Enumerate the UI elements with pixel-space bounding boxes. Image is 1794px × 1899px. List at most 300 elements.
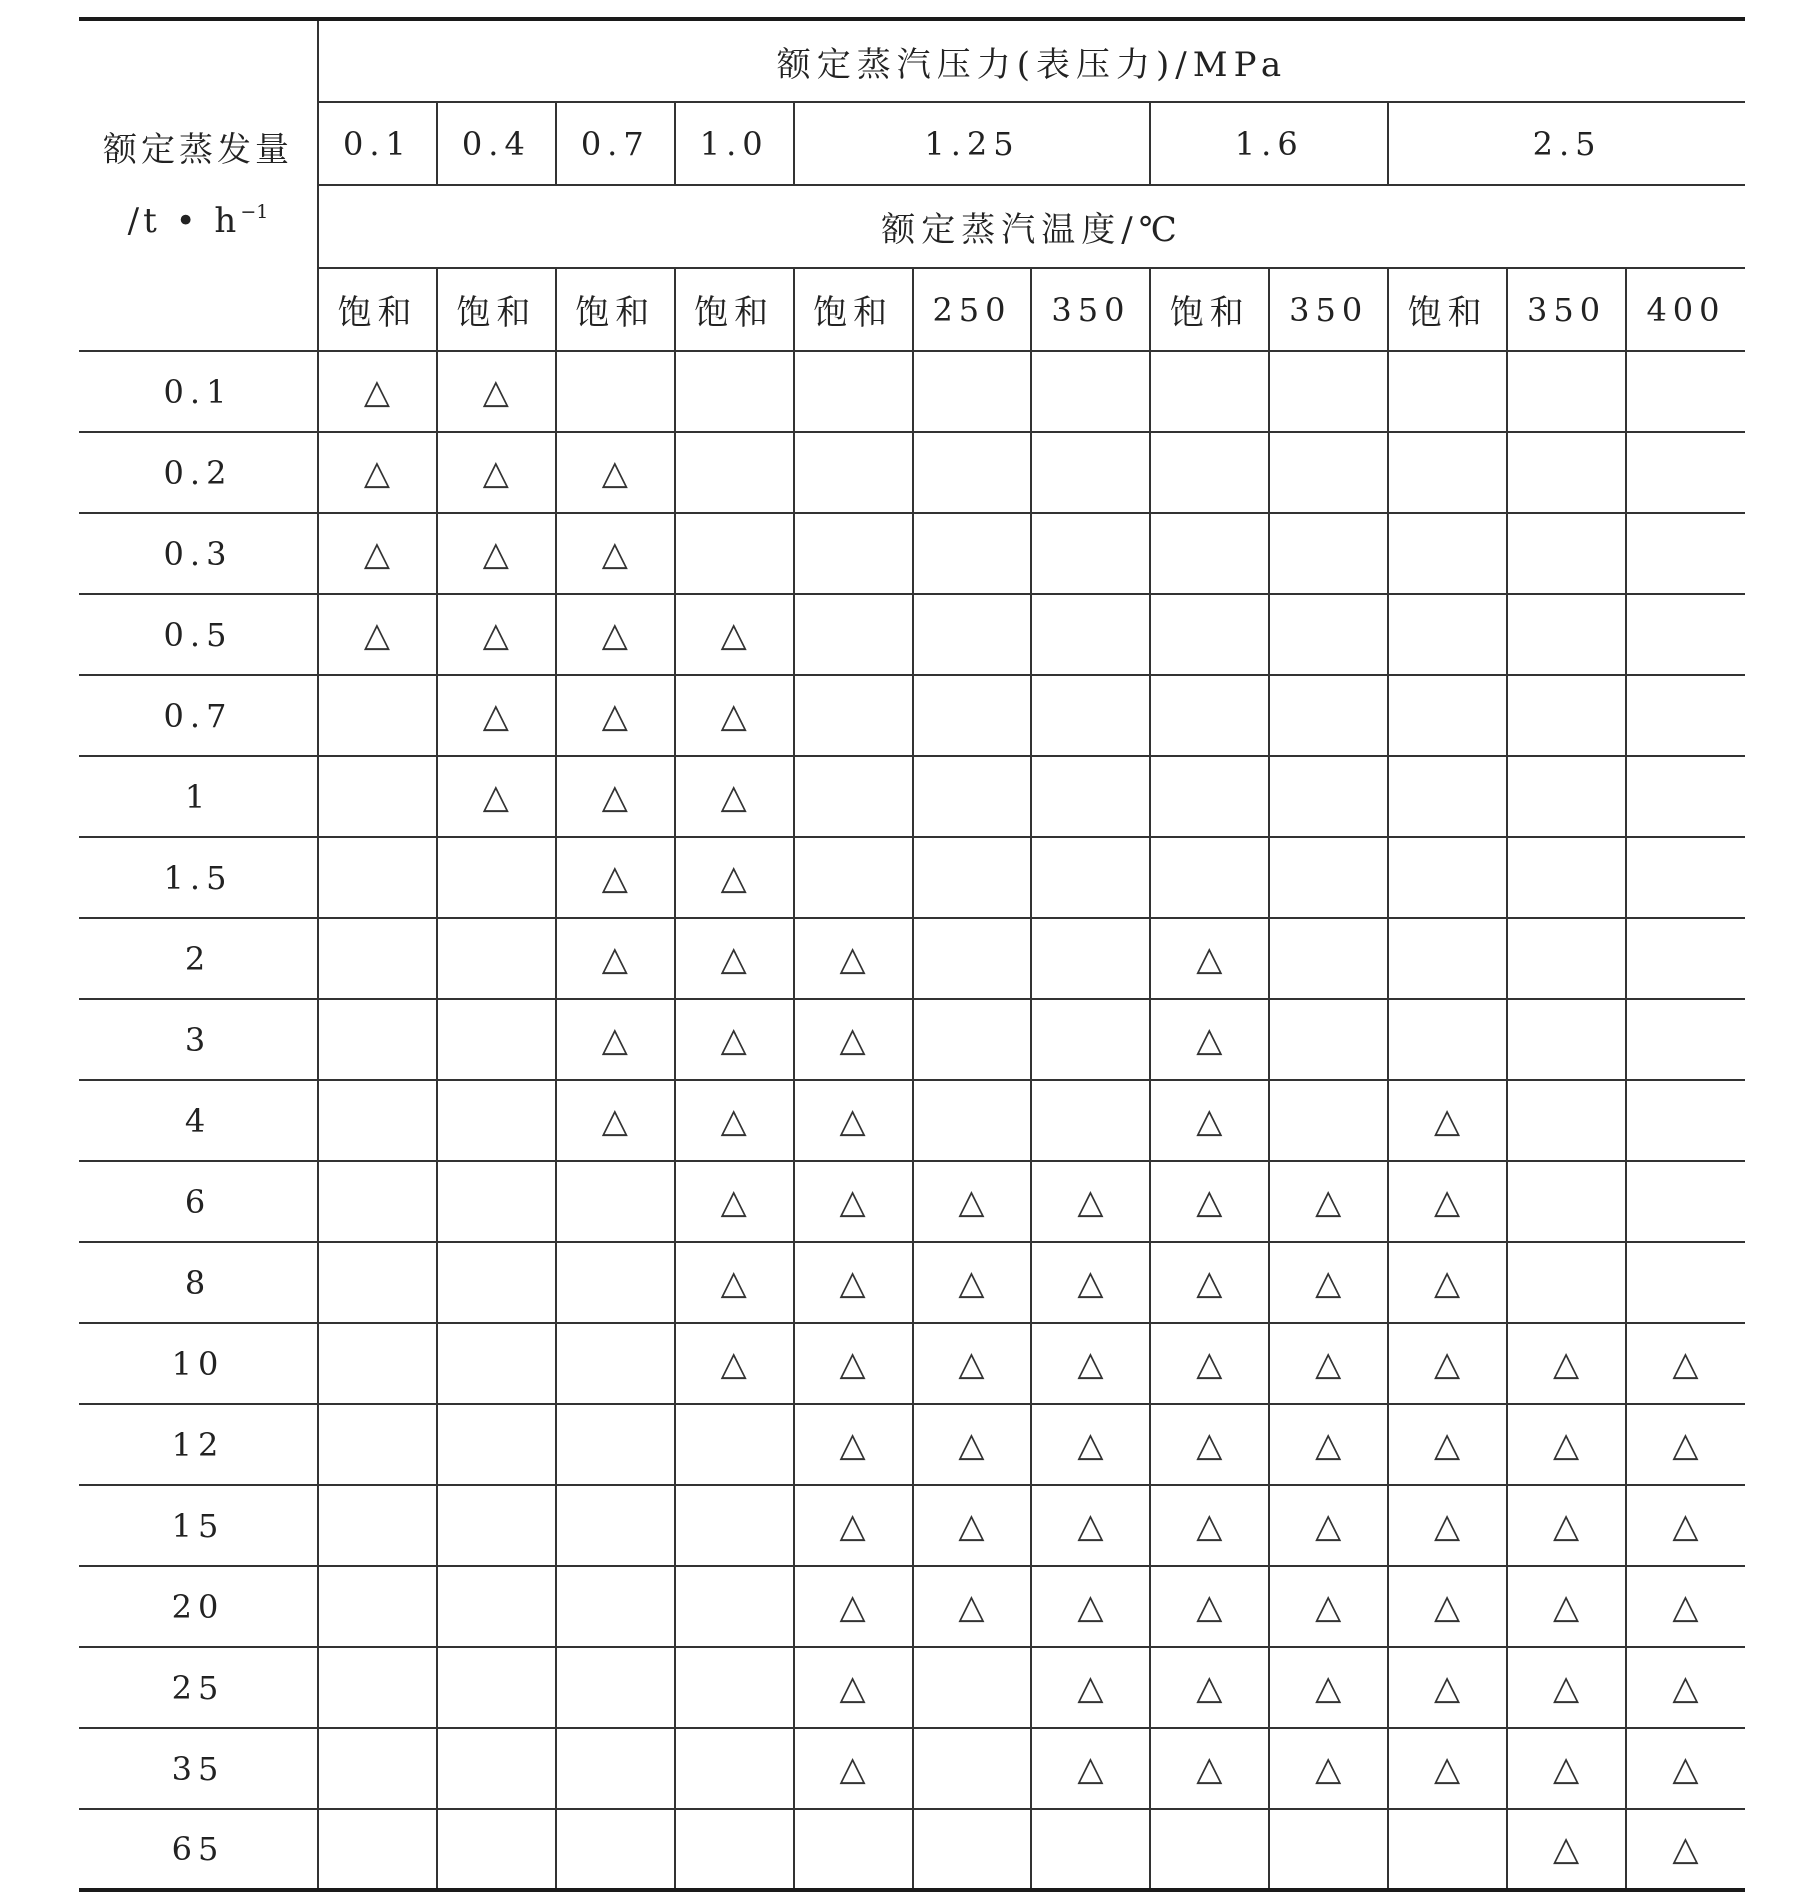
data-cell bbox=[437, 837, 556, 918]
data-cell bbox=[1507, 1242, 1626, 1323]
data-cell bbox=[318, 351, 437, 432]
data-cell bbox=[437, 1242, 556, 1323]
triangle-mark-icon: △ bbox=[1196, 1262, 1224, 1303]
data-cell bbox=[437, 756, 556, 837]
capacity-cell: 2 bbox=[79, 918, 318, 999]
data-cell bbox=[437, 1080, 556, 1161]
data-cell bbox=[675, 918, 794, 999]
data-cell bbox=[794, 837, 913, 918]
data-cell bbox=[1507, 1809, 1626, 1890]
capacity-cell: 65 bbox=[171, 1830, 225, 1868]
temperature-value-cell: 250 bbox=[913, 268, 1032, 351]
capacity-cell: 0.7 bbox=[79, 675, 318, 756]
data-cell bbox=[556, 675, 675, 756]
data-cell bbox=[675, 756, 794, 837]
data-cell bbox=[1626, 351, 1745, 432]
data-cell bbox=[913, 1809, 1032, 1890]
triangle-mark-icon: △ bbox=[601, 857, 629, 898]
triangle-mark-icon: △ bbox=[1196, 1748, 1224, 1789]
capacity-unit-superscript: −1 bbox=[240, 201, 269, 223]
data-cell bbox=[437, 1809, 556, 1890]
capacity-cell: 1.5 bbox=[79, 837, 318, 918]
triangle-mark-icon: △ bbox=[1196, 1667, 1224, 1708]
boiler-parameter-table-container bbox=[79, 17, 1745, 1892]
triangle-mark-icon: △ bbox=[958, 1586, 986, 1627]
triangle-mark-icon: △ bbox=[1196, 1019, 1224, 1060]
data-cell bbox=[794, 1323, 913, 1404]
pressure-value-cell: 1.0 bbox=[675, 102, 794, 185]
data-cell bbox=[794, 1809, 913, 1890]
pressure-value-cell: 1.25 bbox=[794, 102, 1151, 185]
data-cell bbox=[1031, 1161, 1150, 1242]
data-cell bbox=[437, 513, 556, 594]
data-cell bbox=[1507, 1080, 1626, 1161]
data-cell bbox=[913, 675, 1032, 756]
data-cell bbox=[318, 513, 437, 594]
data-cell bbox=[913, 513, 1032, 594]
data-cell bbox=[1031, 351, 1150, 432]
triangle-mark-icon: △ bbox=[1315, 1262, 1343, 1303]
data-cell bbox=[318, 837, 437, 918]
table-row bbox=[79, 594, 1745, 675]
data-cell bbox=[556, 513, 675, 594]
data-cell bbox=[1507, 594, 1626, 675]
data-cell bbox=[1150, 1647, 1269, 1728]
data-cell bbox=[556, 1080, 675, 1161]
data-cell bbox=[1626, 513, 1745, 594]
triangle-mark-icon: △ bbox=[482, 614, 510, 655]
table-row bbox=[79, 1485, 1745, 1566]
data-cell bbox=[556, 1161, 675, 1242]
data-cell bbox=[1150, 1080, 1269, 1161]
data-cell bbox=[1150, 1242, 1269, 1323]
data-cell bbox=[675, 1728, 794, 1809]
data-cell bbox=[1507, 756, 1626, 837]
capacity-cell: 10 bbox=[79, 1323, 318, 1404]
triangle-mark-icon: △ bbox=[1672, 1667, 1700, 1708]
triangle-mark-icon: △ bbox=[1077, 1262, 1105, 1303]
data-cell bbox=[1031, 1323, 1150, 1404]
data-cell bbox=[1269, 1323, 1388, 1404]
data-cell bbox=[1150, 1809, 1269, 1890]
capacity-label: 额定蒸发量 bbox=[103, 130, 293, 170]
data-cell bbox=[318, 1242, 437, 1323]
data-cell bbox=[794, 1161, 913, 1242]
data-cell bbox=[675, 594, 794, 675]
data-cell bbox=[675, 1809, 794, 1890]
table-row bbox=[79, 432, 1745, 513]
data-cell bbox=[1388, 1566, 1507, 1647]
data-cell bbox=[1031, 1485, 1150, 1566]
data-cell bbox=[1031, 756, 1150, 837]
data-cell bbox=[1150, 351, 1269, 432]
data-cell bbox=[1388, 999, 1507, 1080]
data-cell bbox=[556, 1647, 675, 1728]
data-cell bbox=[318, 1485, 437, 1566]
data-cell bbox=[1031, 1809, 1150, 1890]
temperature-value-cell: 饱和 bbox=[675, 268, 794, 351]
pressure-value-cell: 0.4 bbox=[437, 102, 556, 185]
data-cell bbox=[1269, 837, 1388, 918]
data-cell bbox=[1626, 1080, 1745, 1161]
data-cell bbox=[1150, 1161, 1269, 1242]
triangle-mark-icon: △ bbox=[1315, 1424, 1343, 1465]
data-cell bbox=[913, 837, 1032, 918]
data-cell bbox=[1388, 1242, 1507, 1323]
data-cell bbox=[1150, 432, 1269, 513]
data-cell bbox=[1507, 513, 1626, 594]
data-cell bbox=[1626, 1404, 1745, 1485]
data-cell bbox=[556, 594, 675, 675]
triangle-mark-icon: △ bbox=[1434, 1667, 1462, 1708]
triangle-mark-icon: △ bbox=[363, 614, 392, 655]
data-cell bbox=[1031, 1080, 1150, 1161]
triangle-mark-icon: △ bbox=[1196, 1181, 1224, 1222]
temperature-value-cell: 饱和 bbox=[556, 268, 675, 351]
data-cell bbox=[794, 594, 913, 675]
capacity-cell: 0.3 bbox=[79, 513, 318, 594]
triangle-mark-icon: △ bbox=[720, 1262, 748, 1303]
data-cell bbox=[556, 1566, 675, 1647]
data-cell bbox=[1388, 1161, 1507, 1242]
data-cell bbox=[1507, 999, 1626, 1080]
table-row bbox=[79, 351, 1745, 432]
table-row bbox=[79, 1404, 1745, 1485]
data-cell bbox=[1150, 1323, 1269, 1404]
triangle-mark-icon: △ bbox=[839, 1100, 867, 1141]
data-cell bbox=[1031, 918, 1150, 999]
triangle-mark-icon: △ bbox=[720, 776, 748, 817]
data-cell bbox=[675, 351, 794, 432]
data-cell bbox=[1150, 1566, 1269, 1647]
data-cell bbox=[1507, 432, 1626, 513]
data-cell bbox=[1031, 999, 1150, 1080]
data-cell bbox=[318, 1161, 437, 1242]
triangle-mark-icon: △ bbox=[720, 857, 748, 898]
data-cell bbox=[913, 1728, 1032, 1809]
triangle-mark-icon: △ bbox=[1434, 1181, 1462, 1222]
data-cell bbox=[1269, 432, 1388, 513]
triangle-mark-icon: △ bbox=[1315, 1181, 1343, 1222]
data-cell bbox=[1150, 594, 1269, 675]
data-cell bbox=[1626, 594, 1745, 675]
data-cell bbox=[1626, 1566, 1745, 1647]
data-cell bbox=[1388, 918, 1507, 999]
triangle-mark-icon: △ bbox=[1196, 1424, 1224, 1465]
data-cell bbox=[437, 1485, 556, 1566]
data-cell bbox=[556, 432, 675, 513]
data-cell bbox=[913, 918, 1032, 999]
data-cell bbox=[1507, 1728, 1626, 1809]
corner-header-cell bbox=[79, 19, 318, 351]
data-cell bbox=[1626, 1647, 1745, 1728]
data-cell bbox=[1507, 675, 1626, 756]
data-cell bbox=[437, 999, 556, 1080]
triangle-mark-icon: △ bbox=[720, 695, 748, 736]
data-cell bbox=[1031, 513, 1150, 594]
data-cell bbox=[1388, 1323, 1507, 1404]
data-cell bbox=[1031, 675, 1150, 756]
data-cell bbox=[794, 1242, 913, 1323]
data-cell bbox=[913, 999, 1032, 1080]
triangle-mark-icon: △ bbox=[1552, 1748, 1581, 1789]
data-cell bbox=[318, 756, 437, 837]
data-cell bbox=[318, 918, 437, 999]
data-cell bbox=[556, 1728, 675, 1809]
data-cell bbox=[1150, 1485, 1269, 1566]
triangle-mark-icon: △ bbox=[363, 452, 392, 493]
triangle-mark-icon: △ bbox=[1672, 1343, 1700, 1384]
triangle-mark-icon: △ bbox=[839, 1181, 867, 1222]
table-row bbox=[79, 1566, 1745, 1647]
triangle-mark-icon: △ bbox=[1077, 1505, 1105, 1546]
data-cell bbox=[318, 999, 437, 1080]
data-cell bbox=[318, 1647, 437, 1728]
table-row bbox=[79, 1728, 1745, 1809]
data-cell bbox=[1626, 1728, 1745, 1809]
data-cell bbox=[1626, 1161, 1745, 1242]
triangle-mark-icon: △ bbox=[601, 533, 629, 574]
data-cell bbox=[1031, 837, 1150, 918]
data-cell bbox=[675, 1647, 794, 1728]
capacity-cell: 3 bbox=[79, 999, 318, 1080]
data-cell bbox=[1626, 918, 1745, 999]
data-cell bbox=[1269, 1242, 1388, 1323]
triangle-mark-icon: △ bbox=[839, 1667, 867, 1708]
triangle-mark-icon: △ bbox=[1077, 1748, 1105, 1789]
data-cell bbox=[1150, 999, 1269, 1080]
data-cell bbox=[1269, 351, 1388, 432]
data-cell bbox=[794, 999, 913, 1080]
data-cell bbox=[1388, 675, 1507, 756]
triangle-mark-icon: △ bbox=[1434, 1505, 1462, 1546]
triangle-mark-icon: △ bbox=[601, 938, 629, 979]
data-cell bbox=[1626, 1323, 1745, 1404]
triangle-mark-icon: △ bbox=[958, 1181, 986, 1222]
triangle-mark-icon: △ bbox=[839, 1748, 867, 1789]
table-row bbox=[79, 1647, 1745, 1728]
capacity-cell: 12 bbox=[79, 1404, 318, 1485]
data-cell bbox=[1150, 1728, 1269, 1809]
triangle-mark-icon: △ bbox=[1315, 1667, 1343, 1708]
triangle-mark-icon: △ bbox=[1196, 1343, 1224, 1384]
data-cell bbox=[913, 1647, 1032, 1728]
triangle-mark-icon: △ bbox=[1315, 1586, 1343, 1627]
data-cell bbox=[437, 675, 556, 756]
data-cell bbox=[794, 1404, 913, 1485]
triangle-mark-icon: △ bbox=[839, 938, 867, 979]
data-cell bbox=[1269, 594, 1388, 675]
table-row bbox=[79, 1809, 1745, 1890]
triangle-mark-icon: △ bbox=[958, 1505, 986, 1546]
data-cell bbox=[1626, 837, 1745, 918]
data-cell bbox=[437, 1647, 556, 1728]
data-cell bbox=[675, 1242, 794, 1323]
data-cell bbox=[1150, 1404, 1269, 1485]
data-cell bbox=[913, 1080, 1032, 1161]
data-cell bbox=[318, 1080, 437, 1161]
temperature-value-cell: 饱和 bbox=[437, 268, 556, 351]
triangle-mark-icon: △ bbox=[1552, 1505, 1581, 1546]
data-cell bbox=[1626, 675, 1745, 756]
data-cell bbox=[1031, 1566, 1150, 1647]
pressure-value-cell: 2.5 bbox=[1388, 102, 1745, 185]
triangle-mark-icon: △ bbox=[1315, 1505, 1343, 1546]
data-cell bbox=[1388, 513, 1507, 594]
triangle-mark-icon: △ bbox=[1672, 1829, 1700, 1869]
data-cell bbox=[675, 999, 794, 1080]
triangle-mark-icon: △ bbox=[1552, 1829, 1581, 1869]
data-cell bbox=[318, 1404, 437, 1485]
data-cell bbox=[1269, 1161, 1388, 1242]
data-cell bbox=[794, 918, 913, 999]
data-cell bbox=[794, 1647, 913, 1728]
triangle-mark-icon: △ bbox=[839, 1019, 867, 1060]
data-cell bbox=[1507, 1566, 1626, 1647]
triangle-mark-icon: △ bbox=[601, 1100, 629, 1141]
triangle-mark-icon: △ bbox=[720, 1181, 748, 1222]
data-cell bbox=[1507, 1647, 1626, 1728]
capacity-cell: 1 bbox=[79, 756, 318, 837]
data-cell bbox=[1388, 756, 1507, 837]
temperature-value-cell: 350 bbox=[1507, 268, 1626, 351]
boiler-parameter-table bbox=[79, 17, 1745, 1892]
data-cell bbox=[556, 999, 675, 1080]
data-cell bbox=[437, 918, 556, 999]
data-cell bbox=[675, 1404, 794, 1485]
data-cell bbox=[437, 1566, 556, 1647]
capacity-cell: 0.5 bbox=[79, 594, 318, 675]
capacity-cell: 8 bbox=[79, 1242, 318, 1323]
triangle-mark-icon: △ bbox=[1077, 1667, 1105, 1708]
table-row bbox=[79, 513, 1745, 594]
data-cell bbox=[1269, 1404, 1388, 1485]
data-cell bbox=[437, 594, 556, 675]
data-cell bbox=[794, 1728, 913, 1809]
data-cell bbox=[1388, 1485, 1507, 1566]
triangle-mark-icon: △ bbox=[1552, 1667, 1581, 1708]
pressure-value-cell: 0.7 bbox=[556, 102, 675, 185]
data-cell bbox=[1269, 1566, 1388, 1647]
data-cell bbox=[556, 837, 675, 918]
triangle-mark-icon: △ bbox=[720, 614, 748, 655]
table-row bbox=[79, 1242, 1745, 1323]
data-cell bbox=[318, 1323, 437, 1404]
data-cell bbox=[675, 1080, 794, 1161]
data-cell bbox=[794, 1566, 913, 1647]
data-cell bbox=[1388, 1404, 1507, 1485]
data-cell bbox=[675, 1566, 794, 1647]
temperature-value-cell: 350 bbox=[1031, 268, 1150, 351]
data-cell bbox=[1031, 1728, 1150, 1809]
data-cell bbox=[1269, 1809, 1388, 1890]
data-cell bbox=[1507, 1404, 1626, 1485]
data-cell bbox=[437, 351, 556, 432]
triangle-mark-icon: △ bbox=[1196, 1586, 1224, 1627]
data-cell bbox=[437, 432, 556, 513]
triangle-mark-icon: △ bbox=[1672, 1424, 1700, 1465]
data-cell bbox=[913, 594, 1032, 675]
data-cell bbox=[437, 1323, 556, 1404]
temperature-value-cell: 350 bbox=[1269, 268, 1388, 351]
data-cell bbox=[675, 432, 794, 513]
temperature-value-cell: 400 bbox=[1626, 268, 1745, 351]
data-cell bbox=[675, 675, 794, 756]
data-cell bbox=[794, 1080, 913, 1161]
temperature-header: 额定蒸汽温度/℃ bbox=[318, 185, 1745, 268]
triangle-mark-icon: △ bbox=[482, 452, 510, 493]
table-row bbox=[79, 918, 1745, 999]
triangle-mark-icon: △ bbox=[720, 938, 748, 979]
triangle-mark-icon: △ bbox=[482, 371, 510, 412]
temperature-value-cell: 饱和 bbox=[794, 268, 913, 351]
data-cell bbox=[1031, 594, 1150, 675]
triangle-mark-icon: △ bbox=[958, 1343, 986, 1384]
data-cell bbox=[1031, 1242, 1150, 1323]
pressure-header: 额定蒸汽压力(表压力)/MPa bbox=[318, 19, 1745, 102]
triangle-mark-icon: △ bbox=[1077, 1424, 1105, 1465]
data-cell bbox=[1269, 1485, 1388, 1566]
data-cell bbox=[794, 351, 913, 432]
capacity-cell: 6 bbox=[79, 1161, 318, 1242]
table-row bbox=[79, 675, 1745, 756]
data-cell bbox=[1388, 837, 1507, 918]
data-cell bbox=[1269, 999, 1388, 1080]
triangle-mark-icon: △ bbox=[1552, 1343, 1581, 1384]
data-cell bbox=[1150, 675, 1269, 756]
data-cell bbox=[675, 1161, 794, 1242]
data-cell bbox=[318, 675, 437, 756]
table-row bbox=[79, 756, 1745, 837]
triangle-mark-icon: △ bbox=[1196, 938, 1224, 979]
data-cell bbox=[556, 1809, 675, 1890]
data-cell bbox=[556, 1485, 675, 1566]
data-cell bbox=[1269, 918, 1388, 999]
data-cell bbox=[318, 1728, 437, 1809]
data-cell bbox=[1507, 918, 1626, 999]
data-cell bbox=[1150, 513, 1269, 594]
capacity-unit-prefix: /t • h bbox=[127, 201, 241, 241]
triangle-mark-icon: △ bbox=[1552, 1586, 1581, 1627]
temperature-value-cell: 饱和 bbox=[1150, 268, 1269, 351]
data-cell bbox=[556, 351, 675, 432]
triangle-mark-icon: △ bbox=[601, 695, 629, 736]
triangle-mark-icon: △ bbox=[601, 1019, 629, 1060]
data-cell bbox=[913, 1404, 1032, 1485]
data-cell bbox=[1626, 1242, 1745, 1323]
data-cell bbox=[1388, 351, 1507, 432]
data-cell bbox=[913, 1242, 1032, 1323]
data-cell bbox=[437, 1161, 556, 1242]
data-cell bbox=[1388, 432, 1507, 513]
data-cell bbox=[1507, 1323, 1626, 1404]
triangle-mark-icon: △ bbox=[1196, 1100, 1224, 1141]
data-cell bbox=[913, 351, 1032, 432]
data-cell bbox=[1626, 756, 1745, 837]
data-cell bbox=[1388, 1809, 1507, 1890]
data-cell bbox=[1150, 918, 1269, 999]
data-cell bbox=[1031, 1647, 1150, 1728]
triangle-mark-icon: △ bbox=[958, 1424, 986, 1465]
data-cell bbox=[675, 1485, 794, 1566]
data-cell bbox=[794, 513, 913, 594]
temperature-value-cell: 饱和 bbox=[1388, 268, 1507, 351]
table-row bbox=[79, 999, 1745, 1080]
triangle-mark-icon: △ bbox=[1077, 1343, 1105, 1384]
data-cell bbox=[1626, 1485, 1745, 1566]
data-cell bbox=[318, 432, 437, 513]
data-cell bbox=[437, 1404, 556, 1485]
